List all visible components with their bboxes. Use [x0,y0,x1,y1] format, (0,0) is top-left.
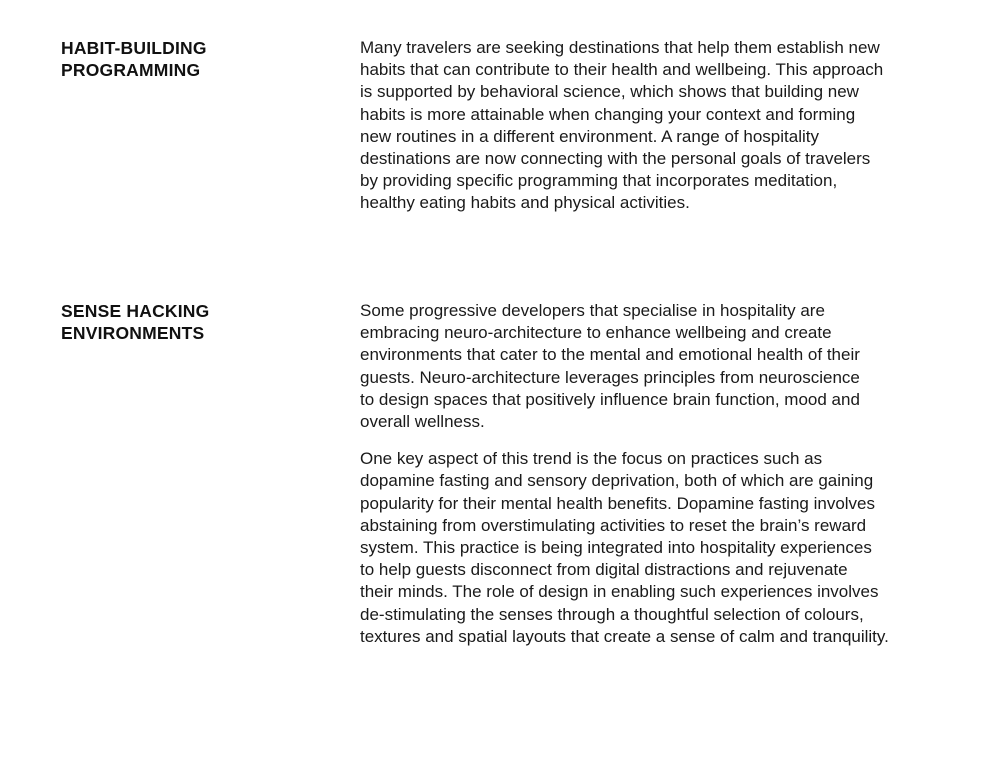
section-heading [61,300,321,344]
text-line: Many travelers are seeking destinations that help them establish new [360,38,880,57]
text-line: system. This practice is being integrated into hospitality experiences [360,538,872,558]
section-heading [61,37,321,81]
text-line: new routines in a different environment. A range of hospitality [360,126,819,146]
text-line: overall wellness. [360,412,485,432]
text-line: One key aspect of this trend is the focus on practices such as [360,449,823,469]
text-line: their minds. The role of design in enabling such experiences involves [360,582,879,602]
text-line: popularity for their mental health benefits. Dopamine fasting involves [360,493,876,513]
text-line: destinations are now connecting with the personal goals of travelers [360,149,871,169]
heading-line: HABIT-BUILDING [61,38,207,58]
body-paragraph [360,300,960,433]
text-line: dopamine fasting and sensory deprivation, both of which are gaining [360,471,874,491]
heading-line: SENSE HACKING [61,301,210,321]
text-line: guests. Neuro-architecture leverages principles from neuroscience [360,367,860,387]
body-paragraph [360,37,960,215]
text-line: embracing neuro-architecture to enhance wellbeing and create [360,323,832,343]
section-body [360,37,960,230]
text-line: habits is more attainable when changing your context and forming [360,104,856,124]
text-line: Some progressive developers that specialise in hospitality are [360,301,825,320]
text-line: de-stimulating the senses through a thoughtful selection of colours, [360,604,864,624]
text-line: to help guests disconnect from digital distractions and rejuvenate [360,560,848,580]
section-body [360,300,960,663]
text-line: habits that can contribute to their health and wellbeing. This approach [360,60,884,80]
text-line: to design spaces that positively influence brain function, mood and [360,389,860,409]
text-line: is supported by behavioral science, which shows that building new [360,82,859,102]
heading-line: ENVIRONMENTS [61,323,205,343]
text-line: abstaining from overstimulating activities to reset the brain’s reward [360,515,867,535]
body-paragraph [360,448,960,648]
text-line: textures and spatial layouts that create a sense of calm and tranquility. [360,626,889,646]
text-line: healthy eating habits and physical activities. [360,193,690,213]
text-line: by providing specific programming that incorporates meditation, [360,171,838,191]
text-line: environments that cater to the mental and emotional health of their [360,345,860,365]
heading-line: PROGRAMMING [61,60,201,80]
